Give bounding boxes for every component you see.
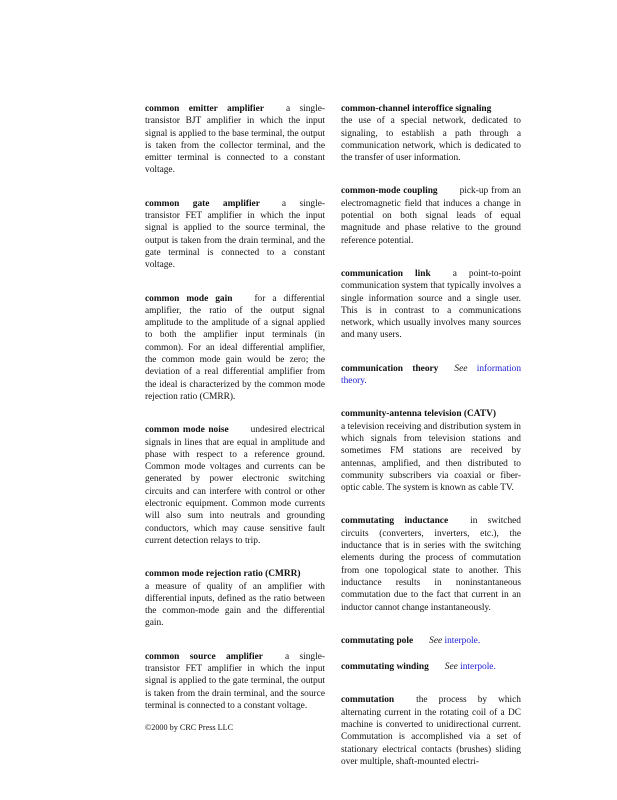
- entry-community-antenna-television: [341, 408, 521, 494]
- entry-term: common-mode coupling: [341, 186, 438, 197]
- entry-term: common emitter amplifier: [145, 104, 264, 114]
- entry-commutating-pole: [341, 635, 521, 647]
- entry-definition: the use of a special network, dedicated to signaling, to establish a path through a communication network, which is dedicated to the transfer of user information.: [341, 116, 521, 164]
- entry-term: common-channel interoffice signaling: [341, 104, 492, 114]
- entry-term: common mode gain: [145, 293, 233, 304]
- entry-term: common source amplifier: [145, 651, 263, 662]
- entry-term: common mode noise: [145, 425, 229, 436]
- entry-common-emitter-amplifier: [145, 103, 325, 177]
- entry-commutation: [341, 694, 521, 768]
- entry-definition: a measure of quality of an amplifier with differential inputs, defined as the ratio between the common-mode gain and the differential gain.: [145, 581, 325, 629]
- see-label: See: [454, 363, 468, 374]
- cross-reference-link[interactable]: information theory.: [341, 363, 522, 387]
- entry-communication-theory: [341, 363, 521, 388]
- entry-term: commutation: [341, 695, 395, 706]
- entry-common-source-amplifier: [145, 651, 325, 712]
- entry-term: communication theory: [341, 363, 439, 374]
- see-label: See: [444, 662, 458, 673]
- see-label: See: [429, 635, 443, 646]
- entry-term: commutating pole: [341, 635, 414, 646]
- entry-common-mode-noise: [145, 424, 325, 547]
- entry-definition: a single-transistor FET amplifier in which the input signal is applied to the gate terminal, the output is taken from the drain terminal, and the source terminal is connected to a constant voltage.: [145, 651, 325, 711]
- entry-definition: pick-up from an electromagnetic field that induces a change in potential on both signal leads of equal magnitude and phase relative to the ground reference potential.: [341, 186, 521, 246]
- entry-term: common mode rejection ratio (CMRR): [145, 569, 301, 580]
- entry-definition: a television receiving and distribution system in which signals from television stations and sometimes FM stations are received by antennas, amplified, and then distributed to community subscribers via coaxial or fiber-optic cable. The system is known as cable TV.: [341, 421, 521, 494]
- entry-term: commutating winding: [341, 662, 429, 673]
- entry-definition: a point-to-point communication system that typically involves a single information source and a single user. This is in contrast to a communications network, which usually involves many sources and many users.: [341, 268, 521, 341]
- entry-common-mode-gain: [145, 293, 325, 404]
- entry-commutating-winding: [341, 661, 521, 673]
- entry-common-mode-rejection-ratio: [145, 568, 325, 629]
- entry-term: common gate amplifier: [145, 198, 260, 209]
- entry-definition: the process by which alternating current in the rotating coil of a DC machine is converted to unidirectional current. Commutation is accomplished via a set of stationary electrical contacts (brushes) sliding over multiple, shaft-mounted electri-: [341, 695, 521, 767]
- entry-common-mode-coupling: [341, 185, 521, 246]
- entry-communication-link: [341, 268, 521, 342]
- cross-reference-link[interactable]: interpole.: [460, 662, 496, 673]
- entry-common-gate-amplifier: [145, 198, 325, 272]
- entry-term: commutating inductance: [341, 516, 449, 527]
- entry-definition: undesired electrical signals in lines that are equal in amplitude and phase with respect to a reference ground. Common mode voltages and currents can be generated by power electronic switching circuits and can interfere with control or other electronic equipment. Common mode currents will also sum into neutrals and grounding conductors, which may cause sensitive fault current detection relays to trip.: [145, 425, 325, 546]
- left-column: [145, 103, 325, 733]
- entry-term: community-antenna television (CATV): [341, 409, 497, 420]
- entry-commutating-inductance: [341, 515, 521, 613]
- entry-term: communication link: [341, 268, 431, 279]
- cross-reference-link[interactable]: interpole.: [444, 635, 481, 646]
- entry-definition: for a differential amplifier, the ratio of the output signal amplitude to the amplitude of a signal applied to both the amplifier input terminals (in common). For an ideal differential amplifier, the common mode gain would be zero; the deviation of a real differential amplifier from the ideal is characterized by the common mode rejection ratio (CMRR).: [145, 293, 325, 402]
- right-column: [341, 103, 521, 789]
- entry-definition: a single-transistor FET amplifier in which the input signal is applied to the source terminal, the output is taken from the drain terminal, and the gate terminal is connected to a constant voltage.: [145, 198, 325, 271]
- entry-definition: in switched circuits (converters, inverters, etc.), the inductance that is in series with the switching elements during the process of commutation from one topological state to another. This inductance results in noninstantaneous commutation due to the fact that current in an inductor cannot change instantaneously.: [341, 516, 521, 613]
- entry-common-channel-interoffice-signaling: [341, 103, 521, 164]
- copyright-footer: ©2000 by CRC Press LLC: [145, 723, 234, 732]
- entry-definition: a single-transistor BJT amplifier in which the input signal is applied to the base terminal, the output is taken from the collector terminal, and the emitter terminal is connected to a constant voltage.: [145, 104, 325, 176]
